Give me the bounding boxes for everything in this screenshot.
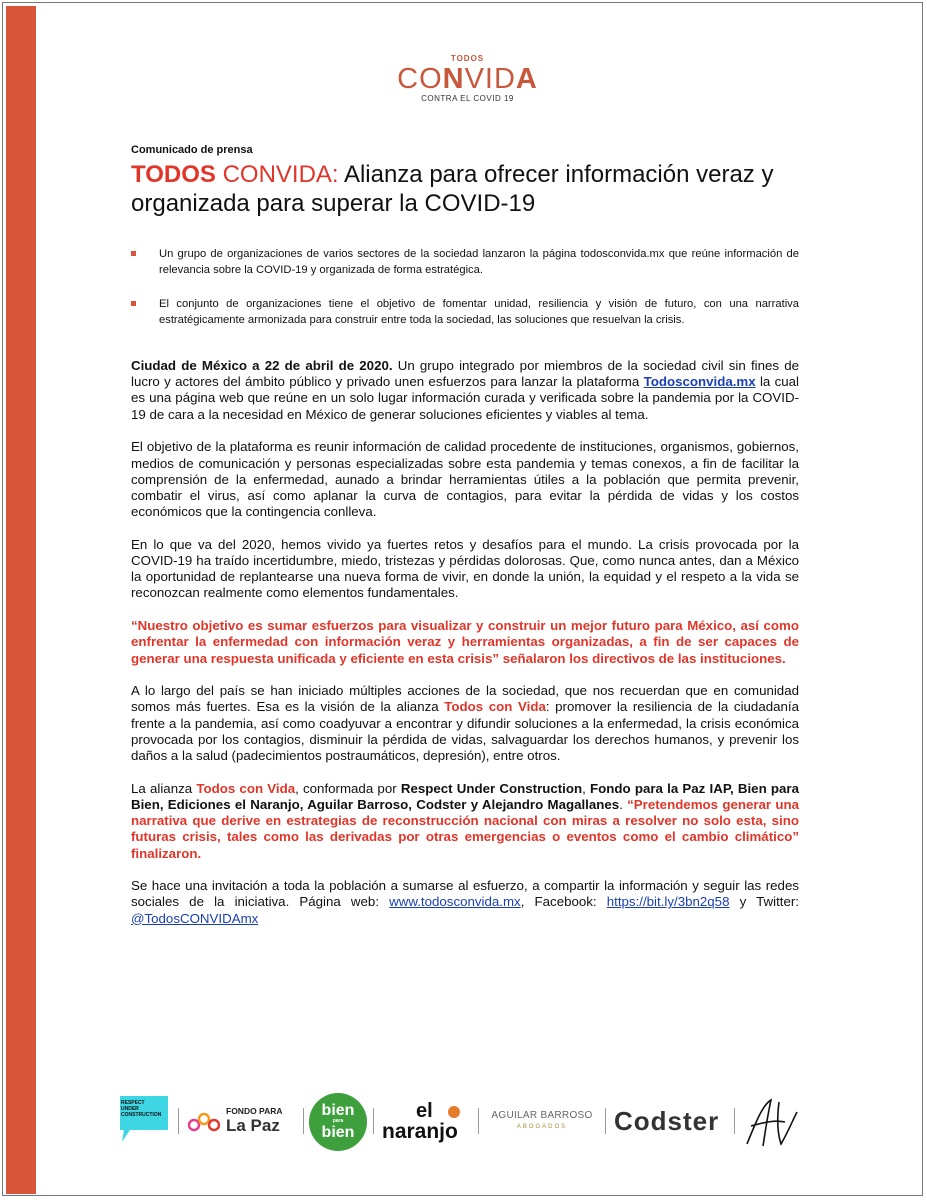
respect-logo — [118, 1094, 170, 1144]
p1-text-b: la cual es una página web que reúne en un solo lugar información curada y verificada sobre la pandemia por la COVID-19 de cara a la necesidad en México de generar soluciones eficientes y viables al tema. — [131, 374, 799, 422]
codster-logo: Codster — [614, 1106, 720, 1136]
org-list: Fondo para la Paz IAP, Bien para Bien, Ediciones el Naranjo, Aguilar Barroso, Codster y Alejandro Magallanes — [131, 780, 799, 812]
logo-divider — [178, 1108, 179, 1134]
closing-quote: “Pretendemos generar una narrativa que derive en estrategias de reconstrucción nacional con miras a resolver no solo esta, sino futuras crisis, tales como las derivadas por otras emergencias o eventos como el cambio climático” finalizaron. — [131, 796, 800, 861]
facebook-link[interactable]: https://bit.ly/3bn2q58 — [606, 894, 730, 910]
logo-divider — [478, 1108, 479, 1134]
p1-text-a: Un grupo integrado por miembros de la sociedad civil sin fines de lucro y actores del ámbito público y privado unen esfuerzos para lanzar la plataforma — [131, 358, 799, 390]
bullet-item: El conjunto de organizaciones tiene el objetivo de fomentar unidad, resiliencia y visión de futuro, con una narrativa estratégicamente armonizada para construir entre toda la sociedad, las soluciones que resuelvan la crisis. — [159, 298, 799, 326]
todosconvida-link[interactable]: Todosconvida.mx — [643, 374, 756, 390]
logo-divider — [605, 1108, 606, 1134]
alliance-name: Todos con Vida — [196, 780, 296, 796]
paragraph-7 — [131, 878, 799, 927]
logo-subtitle: CONTRA EL COVID 19 — [421, 94, 514, 103]
paragraph-4-quote: “Nuestro objetivo es sumar esfuerzos para visualizar y construir un mejor futuro para México, así como enfrentar la enfermedad con información veraz y herramientas organizadas, a fin de ser capaces de generar una respuesta unificada y eficiente en esta crisis” señalaron los directivos de las instituciones. — [131, 618, 799, 666]
la-paz-text: La Paz — [226, 1116, 280, 1135]
paragraph-2: El objetivo de la plataforma es reunir información de calidad procedente de instituciones, organismos, gobiernos, medios de comunicación y personas especializadas sobre esta pandemia y temas conexos, a fin de facilitar la comprensión de la enfermedad, aunado a brindar herramientas útiles a la población que permita prevenir, combatir el virus, así como aplanar la curva de contagios, para evitar la pérdida de vidas y los costos económicos que la contingencia conlleva. — [131, 439, 799, 520]
headline — [131, 160, 799, 218]
para-word: para — [332, 1118, 344, 1124]
bullet-item: Un grupo de organizaciones de varios sectores de la sociedad lanzaron la página todosconvida.mx que reúne información de relevancia sobre la COVID-19 y organizada de forma estratégica. — [159, 248, 799, 276]
side-stripe — [6, 6, 36, 1194]
org-respect: Respect Under Construction — [400, 780, 583, 796]
logo-todos: TODOS — [450, 54, 485, 63]
naranjo-word: naranjo — [382, 1120, 458, 1143]
el-naranjo-logo — [382, 1100, 472, 1146]
alejandro-magallanes-logo — [741, 1094, 801, 1150]
under-word: UNDER — [121, 1106, 139, 1112]
website-link[interactable]: www.todosconvida.mx — [389, 894, 521, 910]
logo-part-vid: VID — [464, 63, 516, 95]
fondo-paz-icon — [188, 1110, 220, 1136]
aguilar-barroso-logo — [486, 1110, 598, 1138]
p6-text-a: La alianza — [131, 780, 197, 796]
dateline: Ciudad de México a 22 de abril de 2020. — [131, 358, 393, 373]
alliance-name: Todos con Vida — [444, 699, 546, 715]
logo-part-a: A — [515, 63, 538, 95]
logo-divider — [303, 1108, 304, 1134]
todos-convida-logo — [380, 54, 555, 104]
aguilar-barroso-text: AGUILAR BARROSO — [491, 1110, 593, 1121]
bien-word: bien — [321, 1124, 355, 1141]
fondo-paz-logo — [188, 1106, 298, 1140]
p7-text-c: y Twitter: — [729, 894, 799, 910]
partner-logos — [116, 1088, 816, 1158]
p6-text-b: , conformada por — [295, 780, 401, 796]
press-release — [131, 144, 799, 943]
p6-text-c: , — [582, 780, 591, 796]
paragraph-3: En lo que va del 2020, hemos vivido ya fuertes retos y desafíos para el mundo. La crisis provocada por la COVID-19 ha traído incertidumbre, miedo, tristezas y pérdidas dolorosas. Que, como nunca antes, dan a México la oportunidad de replantearse una nueva forma de vivir, en donde la unión, la equidad y el respeto a la vida se reconozcan realmente como elementos fundamentales. — [131, 536, 799, 601]
logo-divider — [373, 1108, 374, 1134]
paragraph-1 — [131, 358, 799, 423]
headline-rest: Alianza para ofrecer información veraz y organizada para superar la COVID-19 — [131, 161, 774, 217]
headline-convida: CONVIDA: — [215, 161, 339, 188]
p5-text-a: A lo largo del país se han iniciado múltiples acciones de la sociedad, que nos recuerdan que en comunidad somos más fuertes. Esa es la visión de la alianza — [131, 683, 799, 715]
logo-part-n: N — [442, 63, 465, 95]
orange-dot-icon — [448, 1106, 460, 1118]
signature-icon — [741, 1094, 801, 1150]
am-monogram-text — [801, 1094, 802, 1095]
headline-todos: TODOS — [131, 161, 216, 188]
kicker: Comunicado de prensa — [131, 144, 253, 156]
fondo-para-text: FONDO PARA — [226, 1106, 283, 1116]
bien-word: bien — [321, 1102, 355, 1119]
el-word: el — [416, 1100, 433, 1122]
abogados-text: ABOGADOS — [516, 1124, 568, 1130]
logo-divider — [734, 1108, 735, 1134]
bien-para-bien-logo — [309, 1093, 367, 1151]
logo-part-co: CO — [397, 63, 443, 95]
p7-text-b: , Facebook: — [520, 894, 607, 910]
p5-text-b: : promover la resiliencia de la ciudadanía frente a la pandemia, así como coadyuvar a encontrar y difundir soluciones a la enfermedad, la crisis económica provocada por los contagios, disminuir la pérdida de vidas, salvaguardar los derechos humanos, y prevenir los daños a la salud (padecimientos postraumáticos, depresión), entre otros. — [131, 699, 799, 764]
respect-word: RESPECT — [121, 1100, 145, 1106]
twitter-link[interactable]: @TodosCONVIDAmx — [131, 910, 259, 926]
summary-bullets — [131, 246, 799, 328]
paragraph-6 — [131, 781, 799, 862]
logo-convida — [380, 64, 555, 94]
construction-word: CONSTRUCTION — [121, 1112, 162, 1118]
paragraph-5 — [131, 683, 799, 764]
p6-text-d: . — [619, 796, 628, 812]
p7-text-a: Se hace una invitación a toda la población a sumarse al esfuerzo, a compartir la información y seguir las redes sociales de la iniciativa. Página web: — [131, 878, 799, 910]
